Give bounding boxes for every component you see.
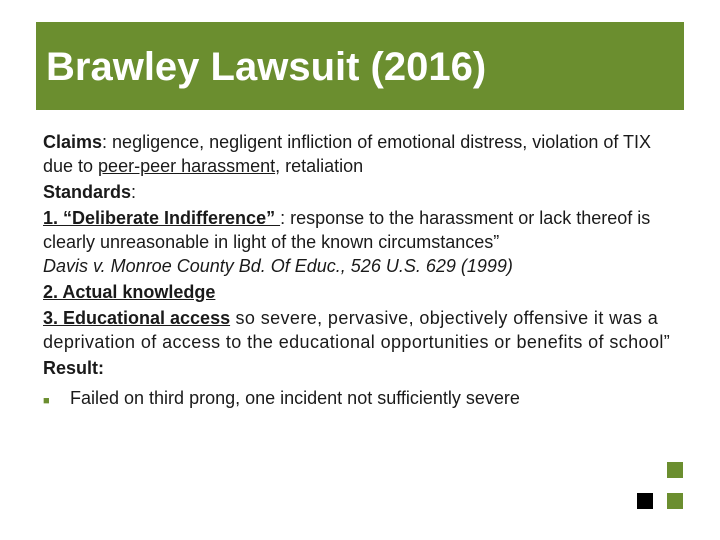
result-bullet-text: Failed on third prong, one incident not sufficiently severe xyxy=(70,388,520,408)
standards-label: Standards xyxy=(43,182,132,202)
standard-3-heading: 3. Educational access xyxy=(43,308,231,328)
claims-label: Claims xyxy=(43,132,103,152)
standard-2-paragraph xyxy=(43,280,683,304)
decor-square-green-bottom xyxy=(667,493,683,509)
claims-paragraph xyxy=(43,130,683,178)
standard-2-heading: 2. Actual knowledge xyxy=(43,282,216,302)
claims-separator: : xyxy=(102,132,108,152)
decor-square-black xyxy=(637,493,653,509)
slide-title: Brawley Lawsuit (2016) xyxy=(46,45,487,89)
standard-3-paragraph xyxy=(43,306,683,354)
standard-1-paragraph xyxy=(43,206,683,278)
standard-3-text: so severe, pervasive, objectively offensive it was a deprivation of access to the educational opportunities or benefits of school” xyxy=(43,308,671,352)
result-label: Result: xyxy=(43,358,105,378)
standard-1-heading: 1. “Deliberate Indifference” xyxy=(43,208,281,228)
claims-text-end: , retaliation xyxy=(275,156,364,176)
result-bullet-item xyxy=(43,386,683,413)
result-heading xyxy=(43,356,683,380)
standards-heading xyxy=(43,180,683,204)
standards-separator: : xyxy=(131,182,137,202)
decor-square-green-top xyxy=(667,462,683,478)
title-bar xyxy=(36,22,684,110)
standard-1-citation: Davis v. Monroe County Bd. Of Educ., 526 U.S. 629 (1999) xyxy=(43,256,513,276)
claims-text: negligence, negligent infliction of emotional distress, violation of TIX due to xyxy=(43,132,652,176)
slide-content xyxy=(43,130,683,413)
claims-underlined-text: peer-peer harassment xyxy=(98,156,276,176)
standard-1-text: : response to the harassment or lack thereof is clearly unreasonable in light of the known circumstances” xyxy=(43,208,651,252)
square-bullet-icon: ■ xyxy=(43,395,50,407)
